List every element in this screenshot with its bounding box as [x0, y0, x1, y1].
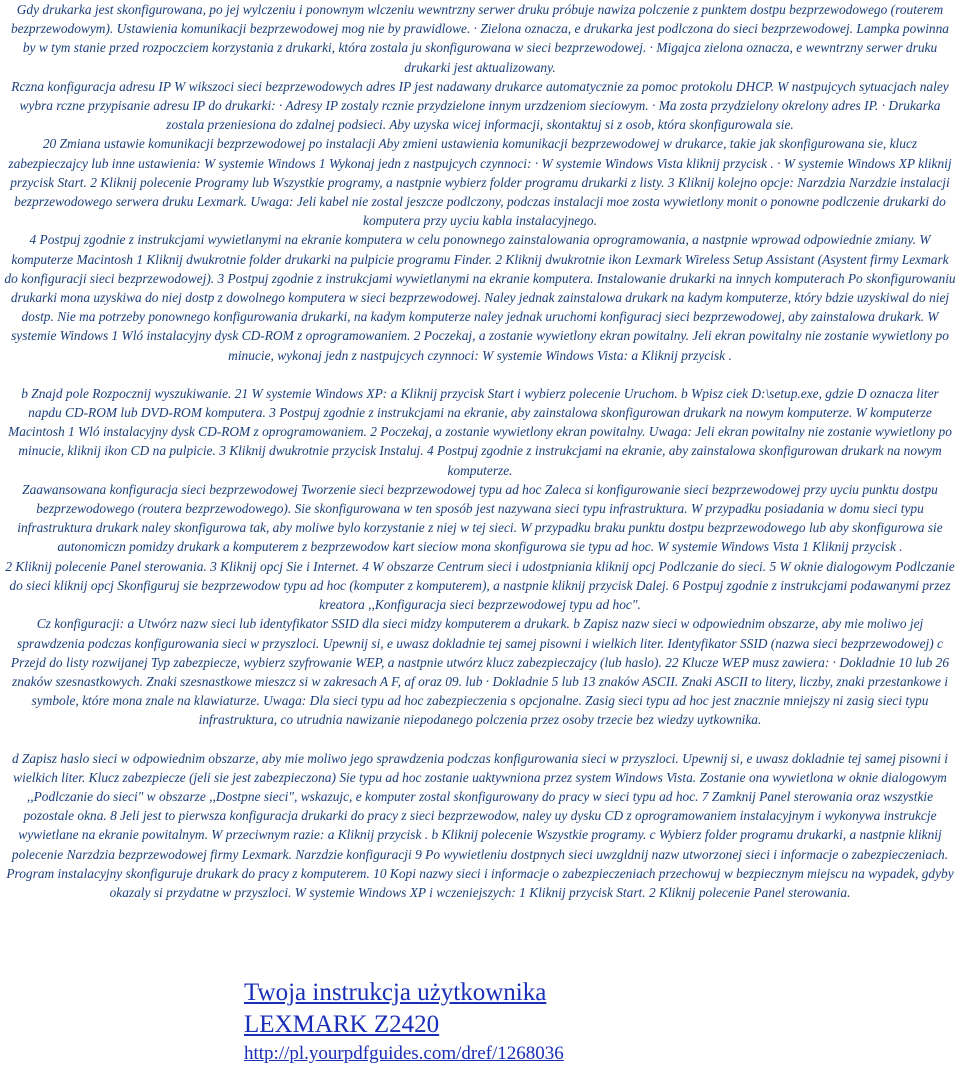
paragraph: Program instalacyjny skonfiguruje drukark do pracy z komputerem. 10 Kopi nazwy sieci i informacje o zabezpieczeniach przechowuj w bezpiecznym miejscu na wypadek, gdyby okazaly si przydatne w przyszloci. W systemie Windows XP i wczeniejszych: 1 Kliknij przycisk Start. 2 Kliknij polecenie Panel sterowania. — [6, 865, 954, 900]
paragraph: d Zapisz haslo sieci w odpowiednim obszarze, aby mie moliwo jego sprawdzenia podczas konfigurowania sieci w przyszloci. Upewnij si, e uwasz dokladnie tej samej pisowni i wielkich liter. Klucz zabezpiecze (jeli sie jest zabezpieczona) Sie typu ad hoc zostanie uaktywniona przez system Windows Vista. Zostanie ona wywietlona w oknie dialogowym ,,Podlczanie do sieci" w obszarze ,,Dostpne sieci", wskazujc, e komputer zostal skonfigurowany do pracy w sieci typu ad hoc. 7 Zamknij Panel sterowania oraz wszystkie pozostale okna. 8 Jeli jest to pierwsza konfiguracja drukarki do pracy z sieci bezprzewodow, naley uy dysku CD z oprogramowaniem instalacyjnym i wykonywa instrukcje wywietlane na ekranie powitalnym. W przeciwnym razie: a Kliknij przycisk . b Kliknij polecenie Wszystkie programy. c Wybierz folder programu drukarki, a nastpnie kliknij polecenie Narzdzia bezprzewodowej firmy Lexmark. Narzdzie konfiguracji 9 Po wywietleniu dostpnych sieci uwzgldnij nazw utworzonej sieci i informacje o zabezpieczeniach. — [11, 750, 949, 862]
paragraph: Rczna konfiguracja adresu IP W wikszoci sieci bezprzewodowych adres IP jest nadawany drukarce automatycznie za pomoc protokolu DHCP. W nastpujcych sytuacjach naley wybra rczne przypisanie adresu IP do drukarki: · Adresy IP zostaly rcznie przydzielone innym urzdzeniom sieciowym. · Ma zosta przydzielony okrelony adres IP. · Drukarka zostala przeniesiona do zdalnej podsieci. Aby uzyska wicej informacji, skontaktuj si z osob, która skonfigurowala sie. — [11, 78, 949, 133]
manual-title-link[interactable]: Twoja instrukcja użytkownika — [244, 979, 547, 1006]
paragraph-gap — [4, 730, 956, 749]
paragraph: Zaawansowana konfiguracja sieci bezprzewodowej Tworzenie sieci bezprzewodowej typu ad hoc Zaleca si konfigurowanie sieci bezprzewodowej przy uyciu punktu dostpu bezprzewodowego (routera bezprzewodowego). Sie skonfigurowana w ten sposób jest nazywana sieci typu infrastruktura. W przypadku posiadania w domu sieci typu infrastruktura drukark naley skonfigurowa tak, aby moliwe bylo korzystanie z niej w tej sieci. W przypadku braku punktu dostpu bezprzewodowego lub aby skonfigurowa sie autonomiczn pomidzy drukark a komputerem z bezprzewodow kart sieciow mona skonfigurowa sie typu ad hoc. W systemie Windows Vista 1 Kliknij przycisk . — [17, 481, 943, 555]
document-body — [4, 0, 956, 902]
paragraph: 4 Postpuj zgodnie z instrukcjami wywietlanymi na ekranie komputera w celu ponownego zainstalowania oprogramowania, a nastpnie wprowad odpowiednie zmiany. W komputerze Macintosh 1 Kliknij dwukrotnie folder drukarki na pulpicie programu Finder. 2 Kliknij dwukrotnie ikon Lexmark Wireless Setup Assistant (Asystent firmy Lexmark do konfiguracji sieci bezprzewodowej). 3 Postpuj zgodnie z instrukcjami wywietlanymi na ekranie komputera. Instalowanie drukarki na innych komputerach Po skonfigurowaniu drukarki mona uzyskiwa do niej dostp z dowolnego komputera w sieci bezprzewodowej. Naley jednak zainstalowa drukark na kadym komputerze, który bdzie uzyskiwal do niej dostp. Nie ma potrzeby ponownego konfigurowania drukarki, na kadym komputerze naley jednak uruchomi konfiguracj sieci bezprzewodowej, aby zainstalowa drukark. W systemie Windows 1 Wló instalacyjny dysk CD-ROM z oprogramowaniem. 2 Poczekaj, a zostanie wywietlony ekran powitalny. Jeli ekran powitalny nie zostanie wywietlony po minucie, wykonaj jedn z nastpujcych czynnoci: W systemie Windows Vista: a Kliknij przycisk . — [4, 232, 956, 363]
source-url-link[interactable]: http://pl.yourpdfguides.com/dref/1268036 — [244, 1043, 564, 1064]
paragraph: Gdy drukarka jest skonfigurowana, po jej wylczeniu i ponownym wlczeniu wewntrzny serwer druku próbuje nawiza polczenie z punktem dostpu bezprzewodowego (routerem bezprzewodowym). Ustawienia komunikacji bezprzewodowej mog nie by prawidlowe. · Zielona oznacza, e drukarka jest podlczona do sieci bezprzewodowej. Lampka powinna by w tym stanie przed rozpoczciem korzystania z drukarki, która zostala ju skonfigurowana w sieci bezprzewodowej. · Migajca zielona oznacza, e wewntrzny serwer druku drukarki jest aktualizowany. — [10, 2, 949, 75]
footer — [244, 978, 564, 1066]
product-name-link[interactable]: LEXMARK Z2420 — [244, 1011, 440, 1038]
paragraph: 2 Kliknij polecenie Panel sterowania. 3 Kliknij opcj Sie i Internet. 4 W obszarze Centrum sieci i udostpniania kliknij opcj Podlczanie do sieci. 5 W oknie dialogowym Podlczanie do sieci kliknij opcj Skonfiguruj sie bezprzewodow typu ad hoc (komputer z komputerem), a nastpnie kliknij przycisk Dalej. 6 Postpuj zgodnie z instrukcjami podawanymi przez kreatora ,,Konfiguracja sieci bezprzewodowej typu ad hoc". — [5, 558, 955, 613]
paragraph-gap — [4, 365, 956, 384]
paragraph: b Znajd pole Rozpocznij wyszukiwanie. 21 W systemie Windows XP: a Kliknij przycisk Start i wybierz polecenie Uruchom. b Wpisz ciek D:\setup.exe, gdzie D oznacza liter napdu CD-ROM lub DVD-ROM komputera. 3 Postpuj zgodnie z instrukcjami na ekranie, aby zainstalowa skonfigurowan drukark na nowym komputerze. W komputerze Macintosh 1 Wló instalacyjny dysk CD-ROM z oprogramowaniem. 2 Poczekaj, a zostanie wywietlony ekran powitalny. Uwaga: Jeli ekran powitalny nie zostanie wywietlony po minucie, kliknij ikon CD na pulpicie. 3 Kliknij dwukrotnie przycisk Instaluj. 4 Postpuj zgodnie z instrukcjami na ekranie, aby zainstalowa skonfigurowan drukark na nowym komputerze. — [8, 385, 952, 478]
paragraph: 20 Zmiana ustawie komunikacji bezprzewodowej po instalacji Aby zmieni ustawienia komunikacji bezprzewodowej w drukarce, takie jak skonfigurowana sie, klucz zabezpieczajcy lub inne ustawienia: W systemie Windows 1 Wykonaj jedn z nastpujcych czynnoci: · W systemie Windows Vista kliknij przycisk . · W systemie Windows XP kliknij przycisk Start. 2 Kliknij polecenie Programy lub Wszystkie programy, a nastpnie wybierz folder programu drukarki z listy. 3 Kliknij kolejno opcje: Narzdzia Narzdzie instalacji bezprzewodowego serwera druku Lexmark. Uwaga: Jeli kabel nie zostal jeszcze podlczony, podczas instalacji moe zosta wywietlony monit o ponowne podlczenie drukarki do komputera przy uyciu kabla instalacyjnego. — [8, 136, 952, 229]
paragraph: Cz konfiguracji: a Utwórz nazw sieci lub identyfikator SSID dla sieci midzy komputerem a drukark. b Zapisz nazw sieci w odpowiednim obszarze, aby mie moliwo jej sprawdzenia podczas konfigurowania sieci w przyszloci. Upewnij si, e uwasz dokladnie tej samej pisowni i wielkich liter. Identyfikator SSID (nazwa sieci bezprzewodowej) c Przejd do listy rozwijanej Typ zabezpiecze, wybierz szyfrowanie WEP, a nastpnie utwórz klucz zabezpieczajcy (lub haslo). 22 Klucze WEP musz zawiera: · Dokladnie 10 lub 26 znaków szesnastkowych. Znaki szesnastkowe mieszcz si w zakresach A F, af oraz 09. lub · Dokladnie 5 lub 13 znaków ASCII. Znaki ASCII to litery, liczby, znaki przestankowe i symbole, które mona znale na klawiaturze. Uwaga: Dla sieci typu ad hoc zabezpieczenia s opcjonalne. Zasig sieci typu ad hoc jest znacznie mniejszy ni zasig sieci typu infrastruktura, co utrudnia nawizanie niepodanego polczenia przez osoby trzecie bez wiedzy uytkownika. — [10, 616, 950, 728]
